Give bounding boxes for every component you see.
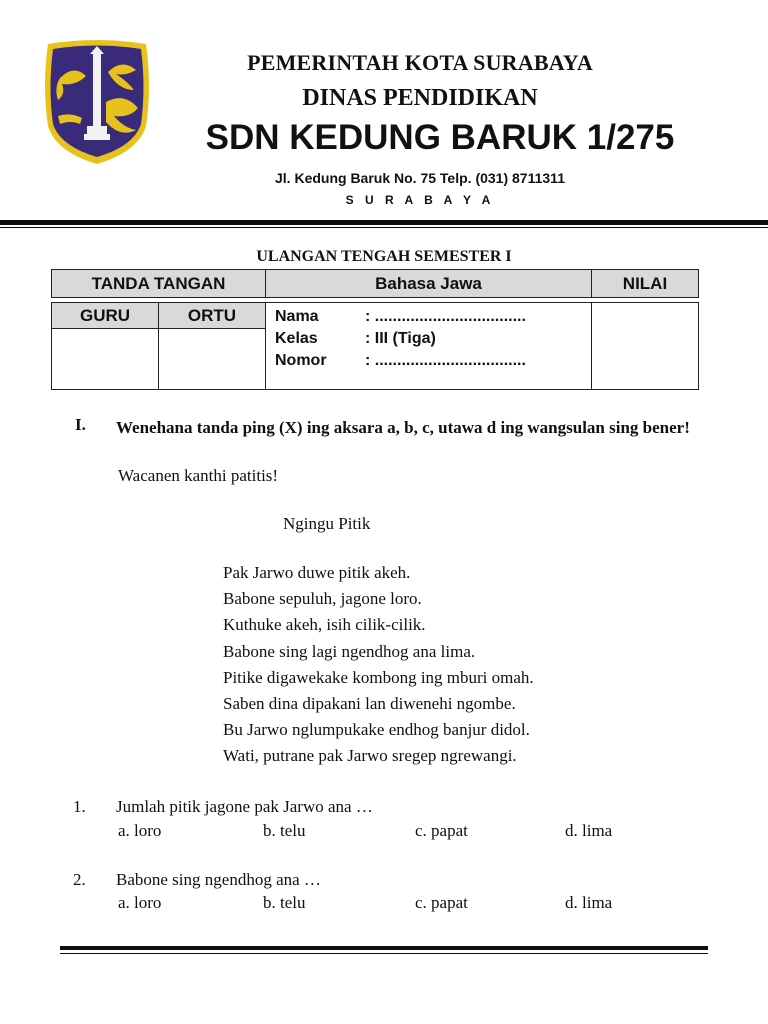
- footer-divider-thin: [60, 953, 708, 954]
- header-divider-thin: [0, 227, 768, 228]
- name-label: Nama: [275, 308, 319, 325]
- number-field: : ..................................: [365, 352, 526, 369]
- question-2-option-b[interactable]: b. telu: [263, 893, 306, 912]
- question-1-option-c[interactable]: c. papat: [415, 821, 468, 840]
- question-1-text: Jumlah pitik jagone pak Jarwo ana …: [116, 797, 373, 816]
- reading-instruction: Wacanen kanthi patitis!: [118, 466, 279, 485]
- header-divider-thick: [0, 220, 768, 225]
- school-city: S U R A B A Y A: [345, 193, 495, 207]
- question-2-option-a[interactable]: a. loro: [118, 893, 162, 912]
- teacher-signature-box: [51, 328, 159, 390]
- class-value: : III (Tiga): [365, 330, 436, 347]
- student-info-table: [51, 269, 699, 390]
- parent-label: ORTU: [158, 302, 266, 329]
- story-title: Ngingu Pitik: [283, 514, 371, 533]
- footer-divider-thick: [60, 946, 708, 950]
- story-line: Bu Jarwo nglumpukake endhog banjur didol.: [223, 720, 530, 740]
- question-2-option-c[interactable]: c. papat: [415, 893, 468, 912]
- story-line: Wati, putrane pak Jarwo sregep ngrewangi.: [223, 746, 517, 766]
- section-number: I.: [75, 415, 86, 434]
- question-2-text: Babone sing ngendhog ana …: [116, 870, 321, 889]
- story-line: Saben dina dipakani lan diwenehi ngombe.: [223, 694, 516, 714]
- teacher-label: GURU: [51, 302, 159, 329]
- question-1-number: 1.: [73, 797, 86, 816]
- story-line: Kuthuke akeh, isih cilik-cilik.: [223, 615, 426, 635]
- question-2-option-d[interactable]: d. lima: [565, 893, 613, 912]
- exam-title: ULANGAN TENGAH SEMESTER I: [256, 248, 512, 265]
- grade-box: [591, 302, 699, 390]
- student-details: [265, 302, 592, 390]
- name-field: : ..................................: [365, 308, 526, 325]
- story-line: Pak Jarwo duwe pitik akeh.: [223, 563, 411, 582]
- story-line: Babone sepuluh, jagone loro.: [223, 589, 422, 609]
- subject-header: Bahasa Jawa: [265, 269, 592, 298]
- question-1-option-a[interactable]: a. loro: [118, 821, 162, 840]
- school-name: SDN KEDUNG BARUK 1/275: [205, 118, 675, 157]
- story-text: [223, 560, 534, 770]
- question-1-option-d[interactable]: d. lima: [565, 821, 613, 840]
- question-2-number: 2.: [73, 870, 86, 889]
- section-instruction: Wenehana tanda ping (X) ing aksara a, b, c, utawa d ing wangsulan sing bener!: [116, 418, 690, 437]
- surabaya-city-crest-icon: [40, 38, 154, 168]
- class-label: Kelas: [275, 330, 318, 347]
- grade-header: NILAI: [591, 269, 699, 298]
- department-name: DINAS PENDIDIKAN: [302, 85, 538, 111]
- signature-header: TANDA TANGAN: [51, 269, 266, 298]
- government-name: PEMERINTAH KOTA SURABAYA: [247, 50, 593, 75]
- school-address: Jl. Kedung Baruk No. 75 Telp. (031) 8711311: [275, 170, 565, 186]
- parent-signature-box: [158, 328, 266, 390]
- story-line: Babone sing lagi ngendhog ana lima.: [223, 641, 476, 661]
- number-label: Nomor: [275, 352, 327, 369]
- question-1-option-b[interactable]: b. telu: [263, 821, 306, 840]
- story-line: Pitike digawekake kombong ing mburi omah.: [223, 667, 534, 687]
